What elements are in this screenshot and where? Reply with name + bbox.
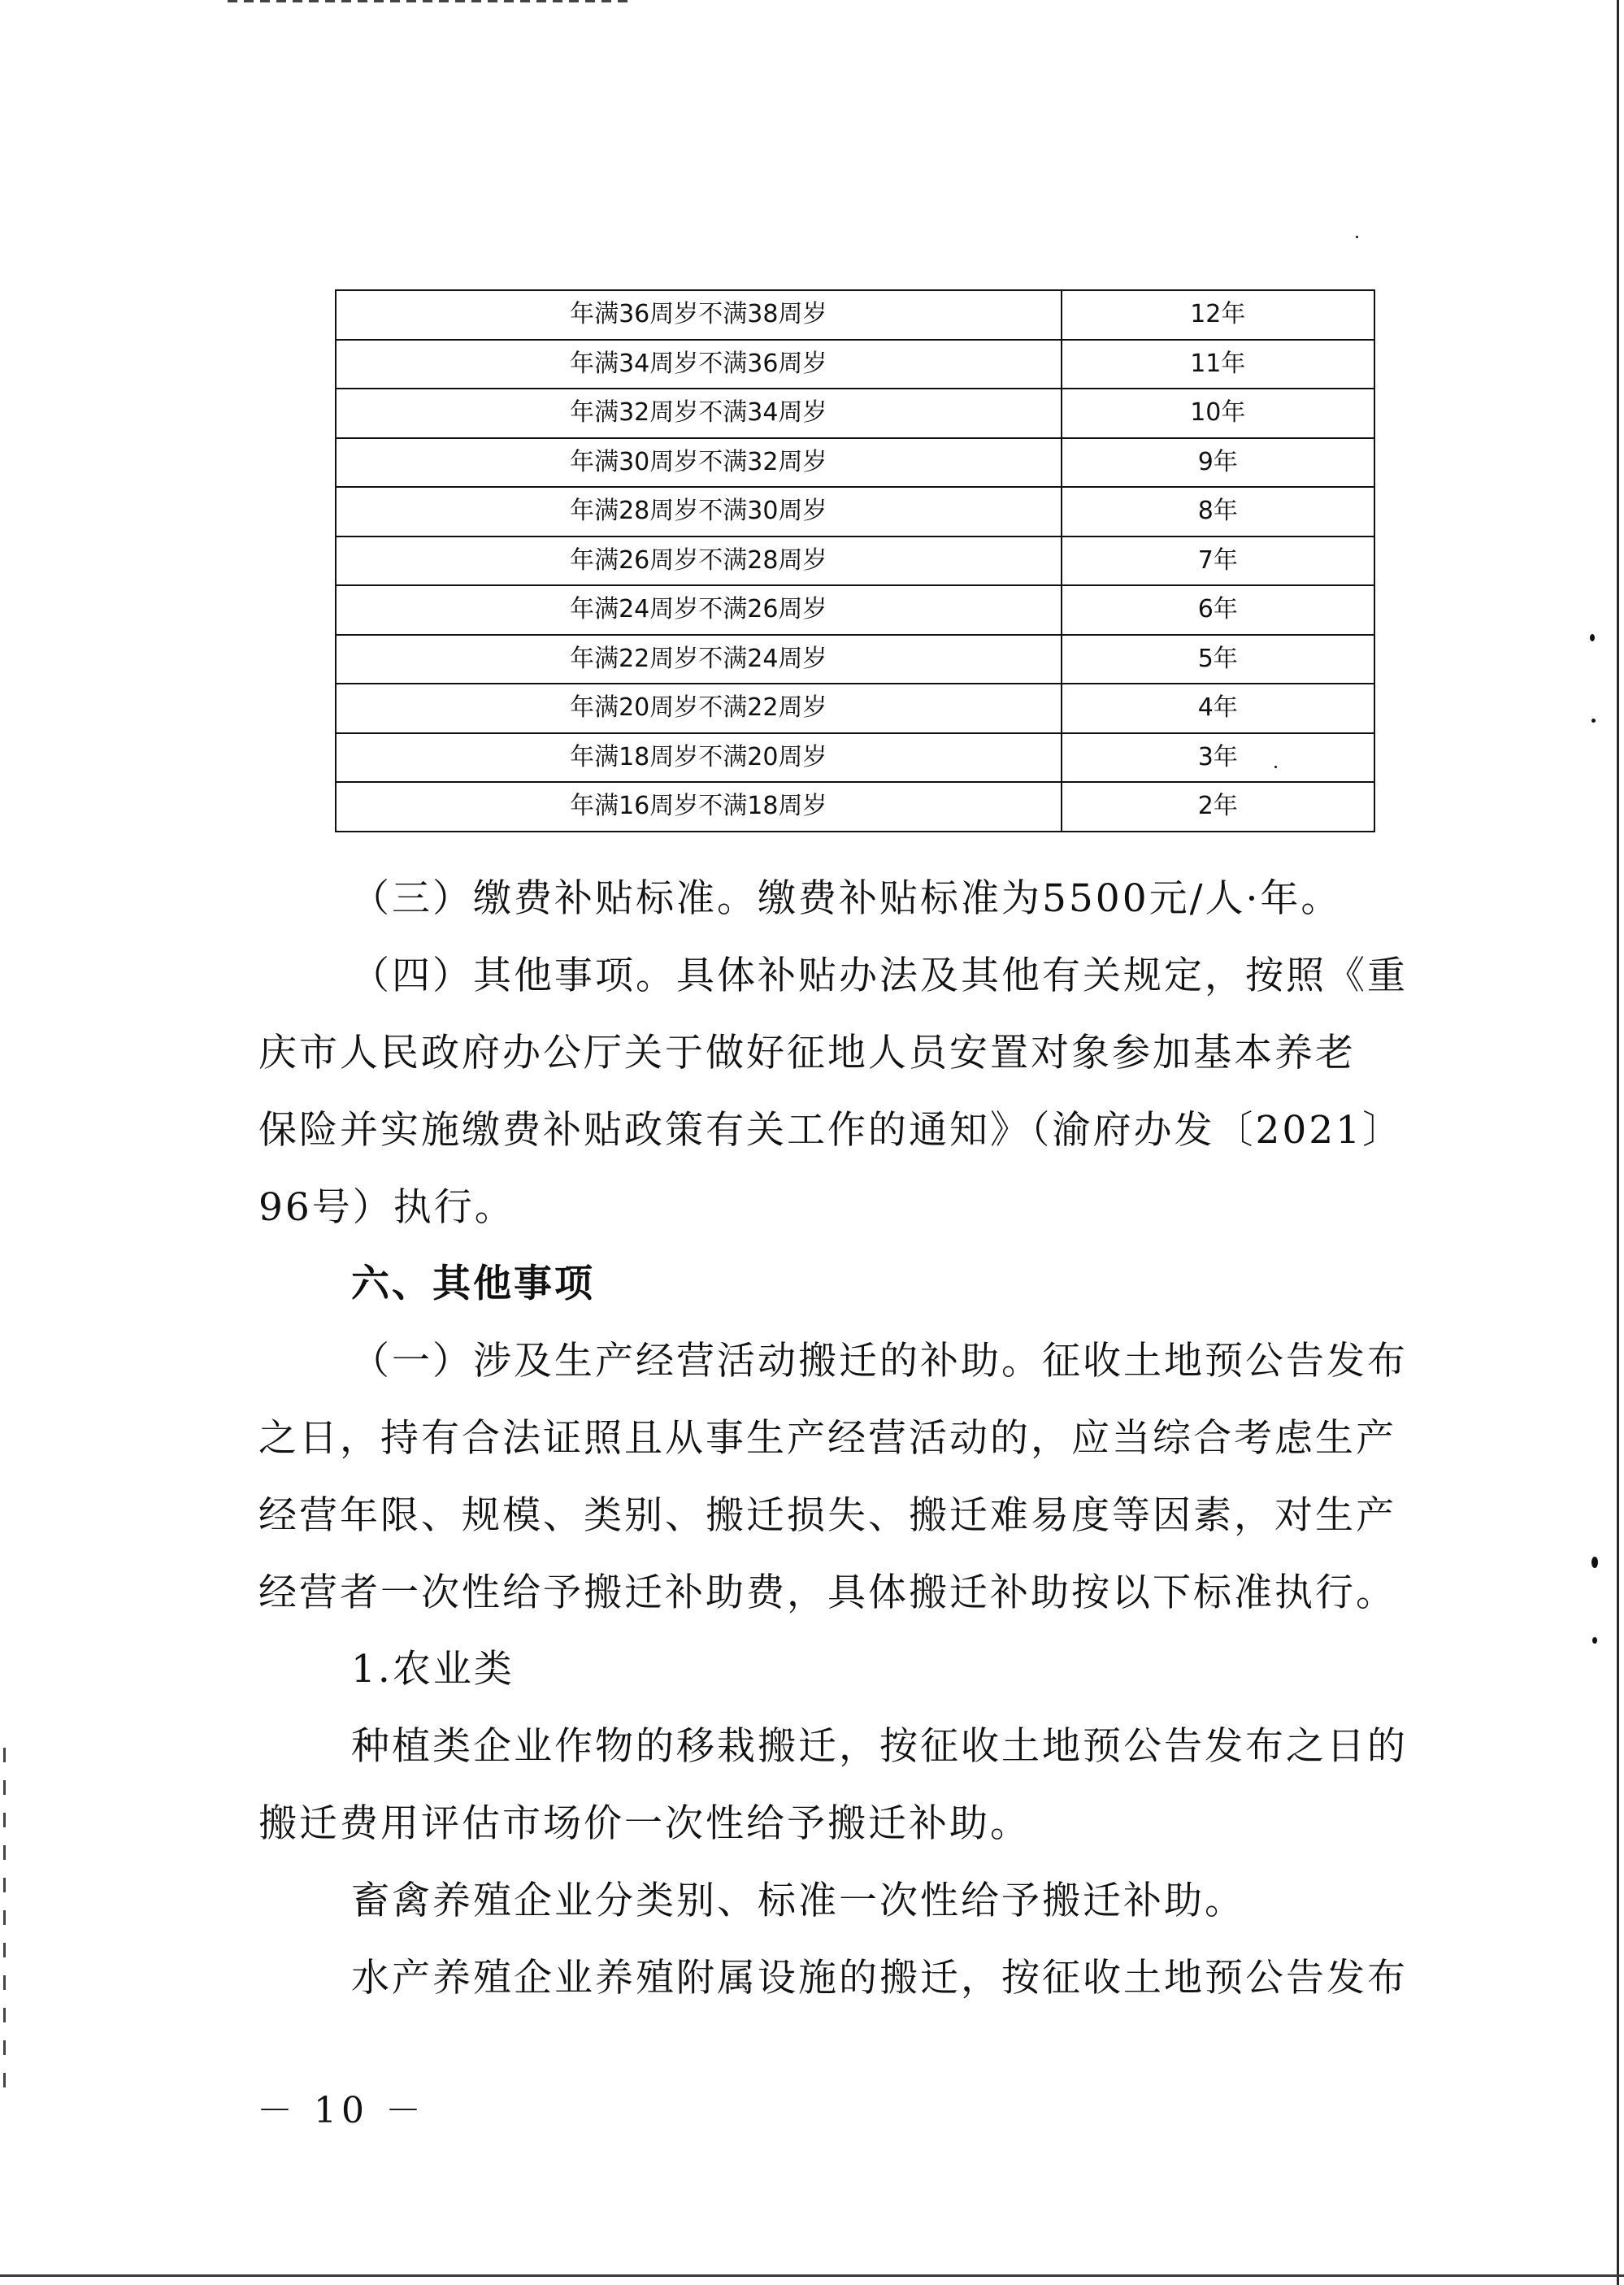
scan-edge-right [1617,0,1619,2285]
age-range-cell: 年满26周岁不满28周岁 [336,536,1062,586]
years-cell: 5年 [1062,635,1374,684]
years-cell: 12年 [1062,290,1374,340]
scan-edge-top [228,0,634,2]
paragraph-planting-line: 搬迁费用评估市场价一次性给予搬迁补助。 [258,1801,1031,1846]
age-range-cell: 年满32周岁不满34周岁 [336,389,1062,438]
years-cell: 7年 [1062,536,1374,586]
table-row [336,290,1374,340]
table-row [336,438,1374,488]
age-range-cell: 年满28周岁不满30周岁 [336,487,1062,536]
scan-speck [1591,719,1596,723]
years-cell: 10年 [1062,389,1374,438]
table-row [336,585,1374,635]
table-row [336,733,1374,783]
scan-speck [1592,1637,1597,1644]
years-cell: 2年 [1062,782,1374,832]
table-row [336,684,1374,733]
years-cell: 11年 [1062,340,1374,389]
age-range-cell: 年满20周岁不满22周岁 [336,684,1062,733]
table-row [336,389,1374,438]
paragraph-relocation-line: 经营年限、规模、类别、搬迁损失、搬迁难易度等因素，对生产 [258,1493,1396,1538]
table-row [336,782,1374,832]
paragraph-planting-line: 种植类企业作物的移栽搬迁，按征收土地预公告发布之日的 [351,1724,1408,1769]
paragraph-contribution-subsidy: （三）缴费补贴标准。缴费补贴标准为5500元/人·年。 [351,876,1342,921]
paragraph-relocation-line: 经营者一次性给予搬迁补助费，具体搬迁补助按以下标准执行。 [258,1570,1396,1615]
paragraph-aquaculture: 水产养殖企业养殖附属设施的搬迁，按征收土地预公告发布 [351,1956,1408,2000]
paragraph-other-matters-line: 保险并实施缴费补贴政策有关工作的通知》（渝府办发〔2021〕 [258,1108,1404,1153]
years-cell: 3年 [1062,733,1374,783]
paragraph-other-matters-line: （四）其他事项。具体补贴办法及其他有关规定，按照《重 [351,954,1408,998]
scan-speck [1356,236,1358,238]
section-heading: 六、其他事项 [351,1262,595,1306]
scan-speck [1590,634,1595,641]
age-range-cell: 年满16周岁不满18周岁 [336,782,1062,832]
age-years-table [335,289,1375,832]
age-range-cell: 年满18周岁不满20周岁 [336,733,1062,783]
scan-edge-left [3,1748,6,2089]
years-cell: 8年 [1062,487,1374,536]
paragraph-other-matters-line: 庆市人民政府办公厅关于做好征地人员安置对象参加基本养老 [258,1031,1356,1075]
years-cell: 4年 [1062,684,1374,733]
age-range-cell: 年满22周岁不满24周岁 [336,635,1062,684]
years-cell: 6年 [1062,585,1374,635]
age-range-cell: 年满34周岁不满36周岁 [336,340,1062,389]
paragraph-relocation-line: 之日，持有合法证照且从事生产经营活动的，应当综合考虑生产 [258,1416,1396,1461]
page-number: － 10 － [257,2090,426,2131]
table-row [336,536,1374,586]
years-cell: 9年 [1062,438,1374,488]
age-range-cell: 年满36周岁不满38周岁 [336,290,1062,340]
paragraph-relocation-line: （一）涉及生产经营活动搬迁的补助。征收土地预公告发布 [351,1339,1408,1384]
scan-edge-bottom [0,2274,1624,2277]
paragraph-livestock: 畜禽养殖企业分类别、标准一次性给予搬迁补助。 [351,1879,1245,1923]
age-range-cell: 年满30周岁不满32周岁 [336,438,1062,488]
age-range-cell: 年满24周岁不满26周岁 [336,585,1062,635]
table-row [336,635,1374,684]
subsection-heading: 1.农业类 [351,1647,515,1692]
scan-speck [1591,1557,1598,1568]
table-row [336,487,1374,536]
paragraph-other-matters-line: 96号）执行。 [258,1185,515,1230]
table-row [336,340,1374,389]
